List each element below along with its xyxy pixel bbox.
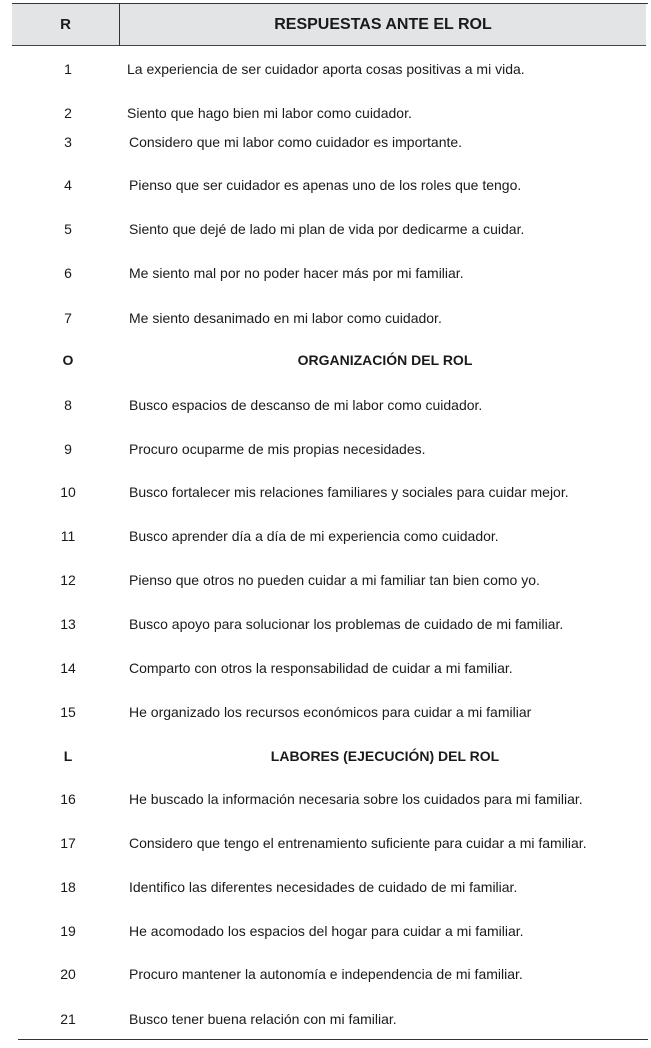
row-text: Procuro ocuparme de mis propias necesidades. [129,441,426,457]
row-number: 3 [64,134,72,150]
row-text: Considero que mi labor como cuidador es importante. [129,134,463,150]
row-number: 15 [60,704,76,720]
row-text: He organizado los recursos económicos para cuidar a mi familiar [129,704,532,720]
row-text: Siento que dejé de lado mi plan de vida por dedicarme a cuidar. [129,221,525,237]
row-number: 13 [60,616,76,632]
row-number: 2 [64,105,72,121]
row-number: 12 [60,572,76,588]
section-title: ORGANIZACIÓN DEL ROL [297,352,473,368]
row-number: 6 [64,265,72,281]
row-text: Busco apoyo para solucionar los problemas de cuidado de mi familiar. [129,616,564,632]
bottom-rule [18,1039,648,1040]
header-code: R [60,16,71,33]
row-text: Comparto con otros la responsabilidad de cuidar a mi familiar. [129,660,513,676]
row-number: 4 [64,177,72,193]
row-number: 7 [64,310,72,326]
section-title: LABORES (EJECUCIÓN) DEL ROL [270,748,500,764]
row-text: Busco aprender día a día de mi experiencia como cuidador. [129,528,499,544]
row-number: 16 [60,791,76,807]
row-number: 10 [60,484,76,500]
row-number: 17 [60,835,76,851]
row-number: 9 [64,441,72,457]
row-text: He acomodado los espacios del hogar para cuidar a mi familiar. [129,923,524,939]
row-text: Considero que tengo el entrenamiento suficiente para cuidar a mi familiar. [129,835,587,851]
row-number: 21 [60,1011,76,1027]
row-number: 8 [64,397,72,413]
row-text: Pienso que ser cuidador es apenas uno de los roles que tengo. [129,177,522,193]
row-number: 5 [64,221,72,237]
row-text: Busco espacios de descanso de mi labor como cuidador. [129,397,483,413]
row-text: Busco fortalecer mis relaciones familiares y sociales para cuidar mejor. [129,484,569,500]
header-title: RESPUESTAS ANTE EL ROL [274,15,492,33]
row-text: La experiencia de ser cuidador aporta cosas positivas a mi vida. [127,61,525,77]
row-number: 14 [60,660,76,676]
row-number: 19 [60,923,76,939]
section-code: O [62,352,74,368]
row-number: 11 [60,528,76,544]
row-text: Pienso que otros no pueden cuidar a mi familiar tan bien como yo. [129,572,540,588]
row-number: 1 [64,61,72,77]
row-number: 18 [60,879,76,895]
row-text: Me siento desanimado en mi labor como cuidador. [129,310,442,326]
row-number: 20 [60,966,76,982]
row-text: Identifico las diferentes necesidades de cuidado de mi familiar. [129,879,518,895]
row-text: Me siento mal por no poder hacer más por mi familiar. [129,265,464,281]
row-text: Siento que hago bien mi labor como cuidador. [127,105,412,121]
row-text: Procuro mantener la autonomía e independencia de mi familiar. [129,966,523,982]
row-text: Busco tener buena relación con mi familiar. [129,1011,397,1027]
section-code: L [63,748,73,764]
row-text: He buscado la información necesaria sobre los cuidados para mi familiar. [129,791,583,807]
